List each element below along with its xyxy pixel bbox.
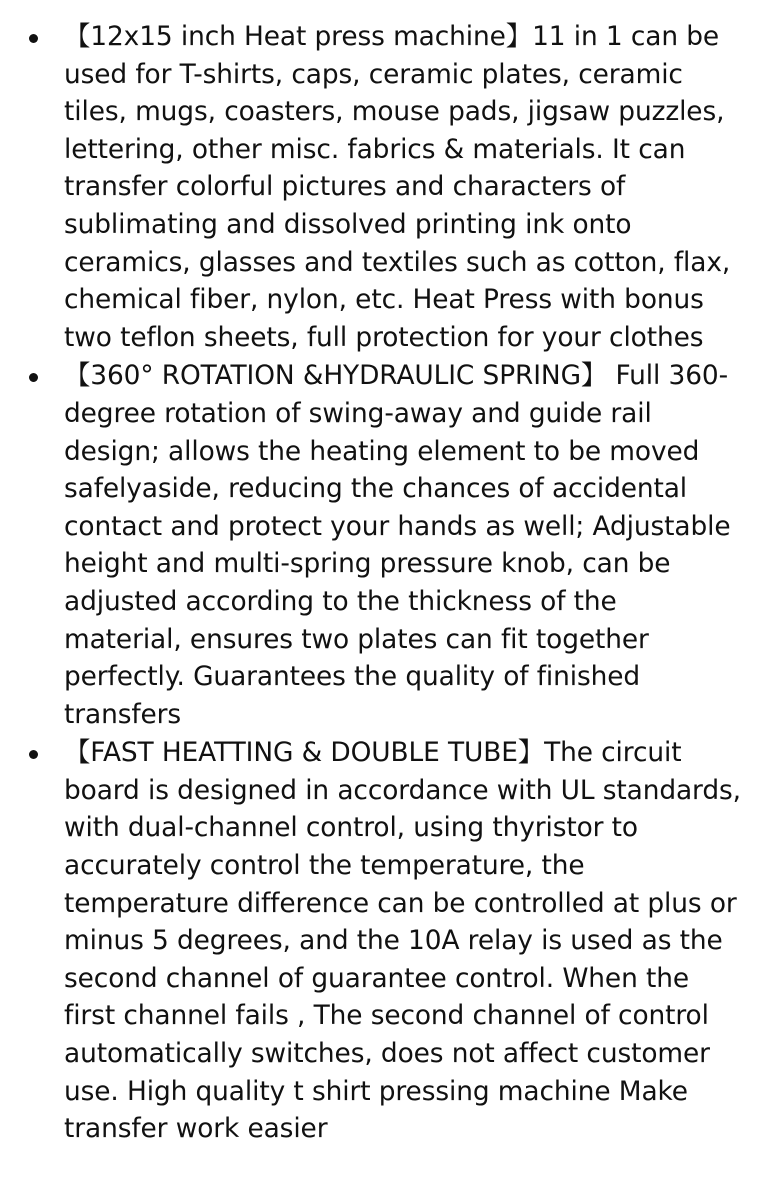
feature-bullet-1: [0, 18, 761, 356]
feature-bullet-text: 【360° ROTATION &HYDRAULIC SPRING】 Full 360-degree rotation of swing-away and guide rail design; allows the heating element to be moved safelyaside, reducing the chances of accidental contact and protect your hands as well; Adjustable height and multi-spring pressure knob, can be adjusted according to the thickness of the material, ensures two plates can fit together perfectly. Guarantees the quality of finished transfers: [64, 360, 731, 730]
feature-bullet-3: [0, 734, 761, 1148]
feature-bullet-text: 【12x15 inch Heat press machine】11 in 1 can be used for T-shirts, caps, ceramic plates, ceramic tiles, mugs, coasters, mouse pads, jigsaw puzzles, lettering, other misc. fabrics & materials. It can transfer colorful pictures and characters of sublimating and dissolved printing ink onto ceramics, glasses and textiles such as cotton, flax, chemical fiber, nylon, etc. Heat Press with bonus two teflon sheets, full protection for your clothes: [64, 21, 731, 353]
bullet-dot-icon: [29, 373, 38, 382]
feature-bullet-text: 【FAST HEATTING & DOUBLE TUBE】The circuit board is designed in accordance with UL standards, with dual-channel control, using thyristor to accurately control the temperature, the temperature difference can be controlled at plus or minus 5 degrees, and the 10A relay is used as the second channel of guarantee control. When the first channel fails , The second channel of control automatically switches, does not affect customer use. High quality t shirt pressing machine Make transfer work easier: [64, 737, 741, 1145]
bullet-dot-icon: [29, 34, 38, 43]
feature-bullet-list: [0, 18, 761, 1149]
feature-bullet-2: [0, 357, 761, 733]
bullet-dot-icon: [29, 750, 38, 759]
